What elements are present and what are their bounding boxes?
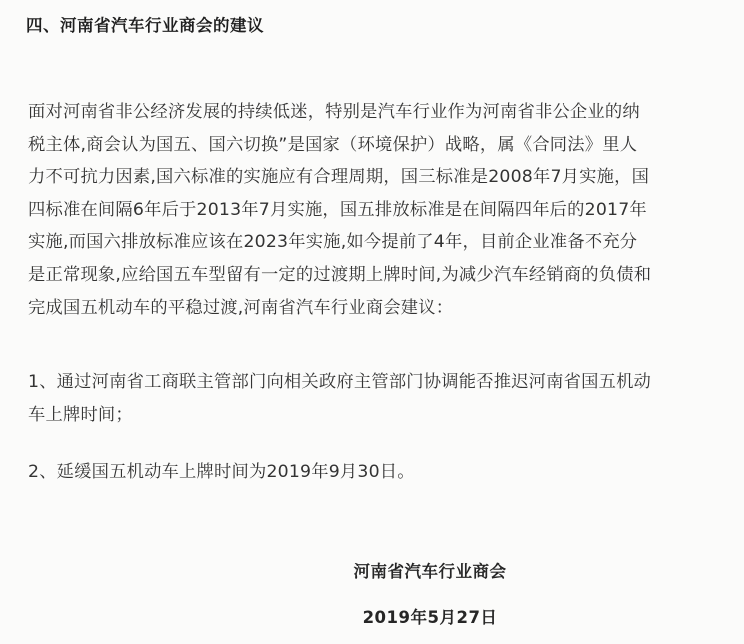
suggestion-line: 2、延缓国五机动车上牌时间为2019年9月30日。 [28,462,415,482]
section-heading: 四、河南省汽车行业商会的建议 [26,16,264,35]
paragraph-line: 完成国五机动车的平稳过渡,河南省汽车行业商会建议： [28,297,454,318]
suggestion-item-1 [28,366,718,431]
paragraph-line: 实施,而国六排放标准应该在2023年实施,如今提前了4年，目前企业准备不充分 [28,232,638,253]
suggestion-line: 1、通过河南省工商联主管部门向相关政府主管部门协调能否推迟河南省国五机动 [28,372,652,392]
paragraph-line: 面对河南省非公经济发展的持续低迷，特别是汽车行业作为河南省非公企业的纳 [28,102,640,122]
suggestion-item-2 [28,456,718,489]
paragraph-line: 力不可抗力因素,国六标准的实施应有合理周期，国三标准是2008年7月实施，国 [28,167,650,188]
paragraph-line: 是正常现象,应给国五车型留有一定的过渡期上牌时间,为减少汽车经销商的负债和 [28,264,652,285]
main-paragraph [28,96,718,324]
suggestion-line: 车上牌时间； [28,404,133,425]
paragraph-line: 税主体,商会认为国五、国六切换”是国家（环境保护）战略，属《合同法》里人 [28,134,638,155]
paragraph-line: 四标准在间隔6年后于2013年7月实施，国五排放标准是在间隔四年后的2017年 [28,199,647,220]
signature-organization: 河南省汽车行业商会 [353,562,507,581]
signature-date: 2019年5月27日 [362,608,498,627]
